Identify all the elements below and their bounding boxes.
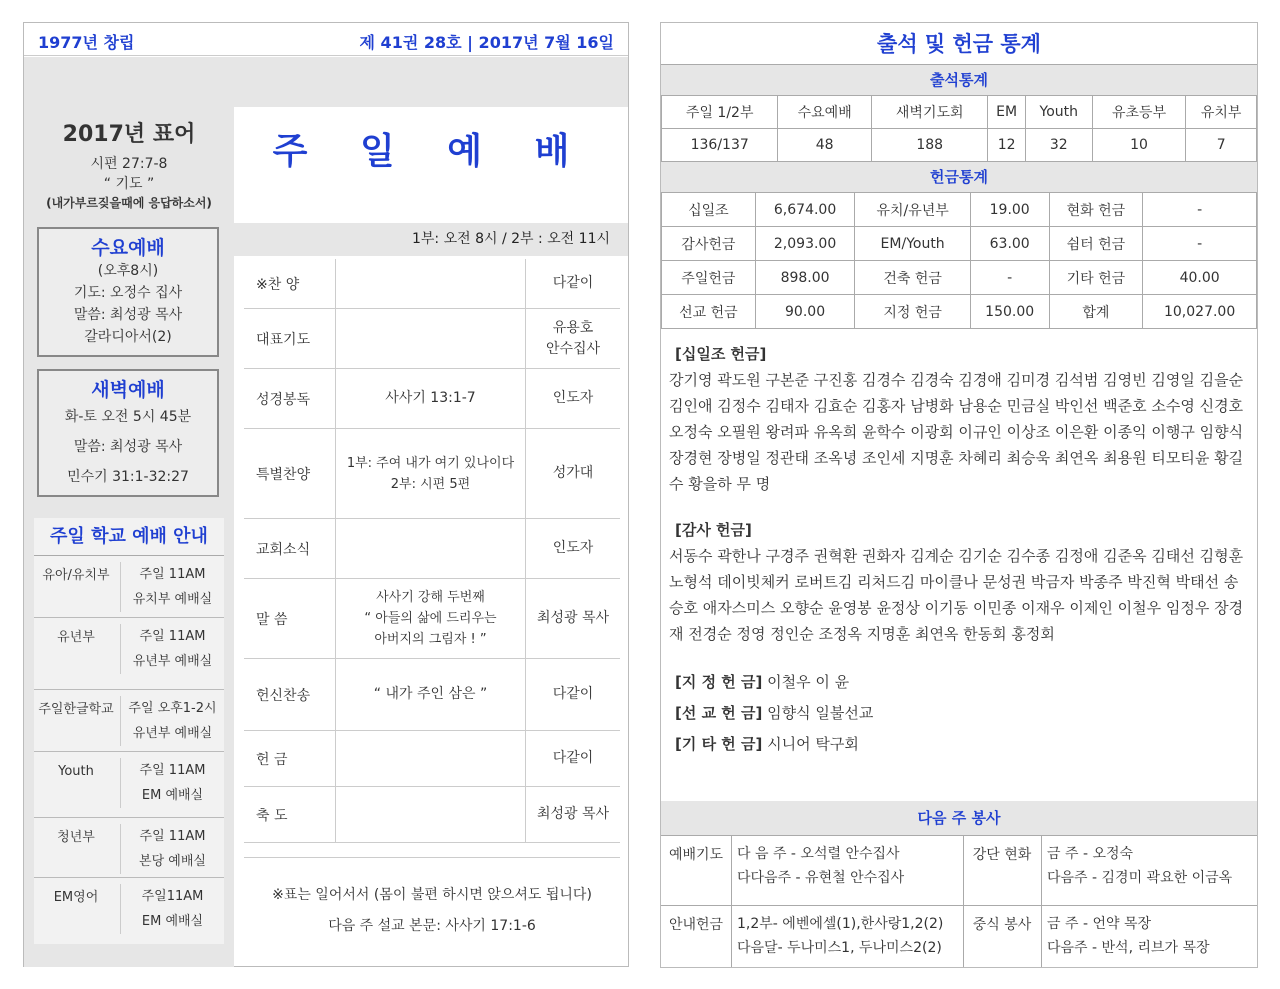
order-content (336, 309, 526, 368)
motto-word: “ 기도 ” (103, 176, 155, 192)
flower-label: 강단 현화 (972, 847, 1032, 863)
sunday-service (234, 107, 628, 967)
designated-label: [지 정 헌 금] (675, 673, 763, 691)
attendance-header: 새벽기도회 (871, 96, 988, 129)
order-item: ※찬 양 (244, 259, 336, 308)
order-item: 교회소식 (244, 519, 336, 578)
issue-text: 제 41권 28호 | 2017년 7월 16일 (359, 33, 614, 52)
time-place (120, 562, 224, 612)
table-row (662, 261, 1257, 295)
motto-title: 2017년 표어 (62, 122, 196, 147)
order-item: 헌신찬송 (244, 659, 336, 730)
usher-label: 안내헌금 (668, 917, 724, 933)
mission-label: [선 교 헌 금] (675, 704, 763, 722)
attendance-value: 12 (988, 129, 1025, 162)
usher-duty (737, 912, 943, 960)
cell: 기타 헌금 (1049, 261, 1143, 295)
attendance-value: 32 (1025, 129, 1092, 162)
wednesday-sermon: 말씀: 최성광 목사 (73, 307, 183, 323)
stats-title: 출석 및 헌금 통계 (661, 23, 1257, 65)
table-row (34, 818, 224, 878)
order-content (336, 259, 526, 308)
order-row (244, 369, 620, 429)
dawn-time: 화-토 오전 5시 45분 (64, 409, 192, 425)
table-row (34, 752, 224, 818)
other-names: 시니어 탁구회 (767, 735, 859, 753)
cell: EM/Youth (855, 227, 970, 261)
table-row (662, 295, 1257, 329)
time: 주일 11AM (139, 567, 206, 582)
cell: 10,027.00 (1143, 295, 1257, 329)
other-line (669, 729, 1249, 760)
order-row (244, 309, 620, 369)
cell: 십일조 (662, 193, 756, 227)
cell: 감사헌금 (662, 227, 756, 261)
place: 유년부 예배실 (132, 726, 213, 741)
time: 주일11AM (141, 889, 204, 904)
cell: 현화 헌금 (1049, 193, 1143, 227)
next-week-row (661, 835, 1257, 905)
designated-line (669, 667, 1249, 698)
lunch-duty (1047, 912, 1210, 960)
order-row (244, 787, 620, 843)
order-item: 헌 금 (244, 731, 336, 786)
sunday-school-title: 주일 학교 예배 안내 (34, 518, 224, 556)
attendance-header: 주일 1/2부 (662, 96, 778, 129)
flower-this: 금 주 - 오정숙 (1047, 846, 1134, 862)
dept: Youth (58, 764, 94, 779)
other-label: [기 타 헌 금] (675, 735, 763, 753)
usher-next: 다음달- 두나미스1, 두나미스2(2) (737, 940, 942, 956)
lunch-next: 다음주 - 반석, 리브가 목장 (1047, 940, 1210, 956)
time-place (120, 824, 224, 874)
time: 주일 11AM (139, 629, 206, 644)
wednesday-title: 수요예배 (91, 237, 165, 259)
mission-line (669, 698, 1249, 729)
order-leader: 성가대 (552, 465, 594, 481)
cell: - (1143, 227, 1257, 261)
order-content: “ 내가 주인 삼은 ” (336, 659, 526, 730)
thanks-label: [감사 헌금] (675, 521, 752, 539)
wednesday-text: 갈라디아서(2) (84, 329, 172, 345)
table-row (34, 556, 224, 618)
order-leader: 다같이 (552, 686, 594, 702)
thanks-names: 서동수 곽한나 구경주 권혁환 권화자 김계순 김기순 김수종 김정애 김준옥 김태선 김형훈 노형석 데이빗체커 로버트김 리처드김 마이클나 문성권 박금자 박종주 박진혁 박태선 송승호 애자스미스 오향순 윤영봉 윤정상 이기동 이민종 이재우 이제인 이철우 임정우 장경재 전경순 정영 정인순 조정옥 지명훈 최연옥 한동회 홍정회 (669, 547, 1244, 643)
cell: - (1143, 193, 1257, 227)
order-content: 사사기 13:1-7 (336, 369, 526, 428)
lunch-this: 금 주 - 언약 목장 (1047, 916, 1151, 932)
attendance-table (661, 95, 1257, 162)
place: EM 예배실 (141, 788, 204, 803)
order-leader: 다같이 (552, 750, 594, 766)
cell: 합계 (1049, 295, 1143, 329)
sunday-school-schedule (34, 518, 224, 944)
order-content: 사사기 강해 두번째 “ 아들의 삶에 드리우는 아버지의 그림자 ! ” (336, 579, 526, 658)
cell: 90.00 (755, 295, 855, 329)
time: 주일 오후1-2시 (128, 701, 217, 716)
usher-this: 1,2부- 에벤에셀(1),한사랑1,2(2) (737, 916, 944, 932)
offering-name-lists (661, 329, 1257, 760)
cell: 쉼터 헌금 (1049, 227, 1143, 261)
dawn-sermon: 말씀: 최성광 목사 (73, 439, 183, 455)
next-sermon-text: 다음 주 설교 본문: 사사기 17:1-6 (328, 918, 536, 934)
cell: 6,674.00 (755, 193, 855, 227)
order-content (336, 787, 526, 842)
cell: 건축 헌금 (855, 261, 970, 295)
table-row (662, 193, 1257, 227)
table-row (34, 618, 224, 690)
cell: 주일헌금 (662, 261, 756, 295)
standing-note: ※표는 일어서서 (몸이 불편 하시면 앉으셔도 됩니다) (272, 887, 592, 903)
time-place (120, 884, 224, 934)
tithe-names: 강기영 곽도원 구본준 구진홍 김경수 김경숙 김경애 김미경 김석범 김영빈 김영일 김을순 김인애 김정수 김태자 김효순 김홍자 남병화 남용순 민금실 박인선 백준호 소수영 신경호 오정숙 오필원 왕려파 유옥희 윤학수 이광회 이규인 이상조 이은환 이종익 이행구 임향식 장경현 장병일 정관태 조옥녕 조인세 지명훈 차혜리 최승욱 최연옥 최용원 티모티윤 황길수 황을하 무 명 (669, 371, 1244, 493)
bulletin-right-page (660, 22, 1258, 968)
dept: 유아/유치부 (42, 568, 110, 583)
attendance-header: 유초등부 (1092, 96, 1186, 129)
attendance-value: 48 (778, 129, 872, 162)
table-row (662, 227, 1257, 261)
attendance-value: 136/137 (662, 129, 778, 162)
attendance-value-row (662, 129, 1257, 162)
dept: 청년부 (57, 830, 95, 845)
tithe-label: [십일조 헌금] (675, 345, 767, 363)
prayer-label: 예배기도 (668, 847, 724, 863)
time: 주일 11AM (139, 829, 206, 844)
order-row (244, 731, 620, 787)
dawn-service-box (37, 369, 219, 497)
order-leader: 다같이 (552, 275, 594, 291)
attendance-header: 수요예배 (778, 96, 872, 129)
founded-text: 1977년 창립 (38, 33, 135, 52)
bulletin-header (24, 23, 628, 56)
next-week-service (661, 801, 1257, 967)
attendance-value: 188 (871, 129, 988, 162)
service-note (244, 857, 620, 957)
dept: 유년부 (57, 630, 95, 645)
order-leader: 최성광 목사 (536, 610, 610, 626)
dept: EM영어 (53, 890, 99, 905)
cell: 40.00 (1143, 261, 1257, 295)
order-leader: 최성광 목사 (536, 806, 610, 822)
attendance-value: 7 (1186, 129, 1257, 162)
cell: - (970, 261, 1049, 295)
order-row (244, 659, 620, 731)
service-times: 1부: 오전 8시 / 2부 : 오전 11시 (234, 223, 628, 256)
cell: 150.00 (970, 295, 1049, 329)
dawn-title: 새벽예배 (91, 379, 165, 401)
order-leader: 인도자 (552, 390, 594, 406)
attendance-header: EM (988, 96, 1025, 129)
offering-table (661, 192, 1257, 329)
prayer-duty (737, 842, 904, 890)
next-week-row (661, 905, 1257, 967)
place: 유치부 예배실 (132, 592, 213, 607)
cell: 2,093.00 (755, 227, 855, 261)
dawn-text: 민수기 31:1-32:27 (67, 469, 189, 485)
cell: 63.00 (970, 227, 1049, 261)
lunch-label: 중식 봉사 (972, 917, 1032, 933)
order-row (244, 519, 620, 579)
order-content: 1부: 주여 내가 여기 있나이다 2부: 시편 5편 (336, 429, 526, 518)
time-place (120, 624, 224, 674)
attendance-title: 출석통계 (661, 65, 1257, 95)
table-row (34, 878, 224, 944)
place: 유년부 예배실 (132, 654, 213, 669)
header-band (24, 57, 628, 107)
motto-note: (내가부르짖을때에 응답하소서) (46, 196, 212, 210)
order-content (336, 519, 526, 578)
order-item: 말 씀 (244, 579, 336, 658)
motto (24, 117, 234, 211)
prayer-after: 다다음주 - 유현철 안수집사 (737, 870, 905, 886)
cell: 19.00 (970, 193, 1049, 227)
place: EM 예배실 (141, 914, 204, 929)
attendance-header-row (662, 96, 1257, 129)
cell: 898.00 (755, 261, 855, 295)
order-item: 성경봉독 (244, 369, 336, 428)
bulletin-left-page (23, 22, 629, 967)
table-row (34, 690, 224, 752)
cell: 지정 헌금 (855, 295, 970, 329)
mission-names: 임향식 일불선교 (767, 704, 874, 722)
order-leader: 유용호 안수집사 (545, 319, 601, 357)
attendance-header: Youth (1025, 96, 1092, 129)
order-item: 축 도 (244, 787, 336, 842)
flower-next: 다음주 - 김경미 곽요한 이금옥 (1047, 870, 1233, 886)
attendance-value: 10 (1092, 129, 1186, 162)
order-row (244, 579, 620, 659)
order-item: 대표기도 (244, 309, 336, 368)
order-row (244, 259, 620, 309)
service-title: 주 일 예 배 (272, 131, 590, 172)
wednesday-prayer: 기도: 오정수 집사 (73, 285, 183, 301)
order-content (336, 731, 526, 786)
order-item: 특별찬양 (244, 429, 336, 518)
designated-names: 이철우 이 윤 (767, 673, 850, 691)
time: 주일 11AM (139, 763, 206, 778)
flower-duty (1047, 842, 1232, 890)
cell: 유치/유년부 (855, 193, 970, 227)
dept: 주일한글학교 (38, 702, 114, 717)
prayer-next: 다 음 주 - 오석렬 안수집사 (737, 846, 900, 862)
time-place (120, 696, 224, 746)
offering-title: 헌금통계 (661, 162, 1257, 192)
order-row (244, 429, 620, 519)
attendance-header: 유치부 (1186, 96, 1257, 129)
wednesday-service-box (37, 227, 219, 357)
cell: 선교 헌금 (662, 295, 756, 329)
next-week-title: 다음 주 봉사 (661, 801, 1257, 835)
wednesday-time: (오후8시) (97, 263, 159, 279)
order-leader: 인도자 (552, 540, 594, 556)
place: 본당 예배실 (139, 854, 206, 869)
time-place (120, 758, 224, 808)
motto-verse: 시편 27:7-8 (90, 156, 168, 172)
